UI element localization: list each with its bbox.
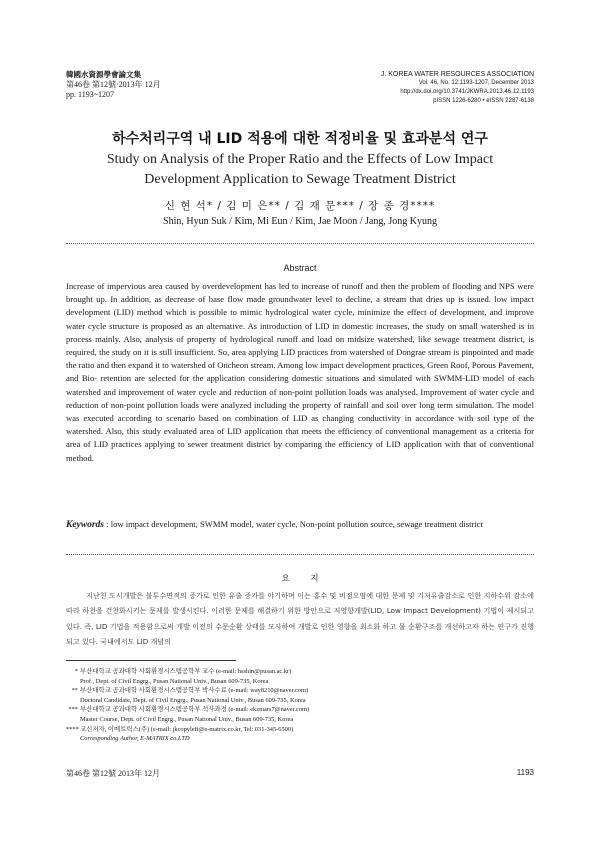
footer-volume: 第46卷 第12號 2013年 12月 — [66, 769, 160, 778]
footnote-line: 부산대학교 공과대학 사회환경시스템공학부 박사수료 (e-mail: way8210@naver.com) — [80, 687, 309, 695]
keywords — [66, 518, 534, 532]
footnote-4-english: Corresponding Author, E-MATRIX co.LTD — [80, 735, 190, 743]
title-english-line2: Development Application to Sewage Treatment District — [144, 172, 456, 187]
footnote-mark: * — [74, 668, 78, 675]
page-range: pp. 1193~1207 — [66, 90, 115, 99]
keywords-label: Keywords — [66, 520, 104, 530]
volume-issue: 第46卷 第12號·2013年 12月 — [66, 80, 161, 89]
footnote-1-english: Prof., Dept. of Civil Engrg., Pusan National Univ., Busan 609-735, Korea — [80, 677, 269, 685]
korean-summary-heading: 요 지 — [281, 574, 319, 584]
footnote-rule — [66, 660, 236, 661]
footnote-3 — [66, 705, 506, 715]
footnote-line: 교신저자, 이메트릭스(주) (e-mail: jkcopyleft@e-matrix.co.kr, Tel: 031-345-6500) — [80, 725, 294, 733]
title-english — [0, 150, 600, 190]
footnote-1 — [66, 667, 506, 677]
footnote-mark: **** — [66, 725, 79, 733]
journal-header-right — [381, 70, 534, 106]
footnote-2-english: Doctoral Candidate, Dept. of Civil Engrg., Pusan National Univ., Busan 609-735, Korea — [80, 696, 306, 704]
journal-name-hanja: 韓國水資源學會論文集 — [66, 70, 141, 79]
footnote-mark: ** — [71, 687, 78, 695]
footnote-3-english: Master Course, Dept. of Civil Engrg., Pusan National Univ., Busan 609-735, Korea — [80, 715, 294, 723]
footnote-2 — [66, 686, 506, 696]
issn: pISSN 1226-6280 • eISSN 2287-6138 — [433, 98, 534, 104]
footnotes — [66, 667, 506, 744]
doi-link[interactable]: http://dx.doi.org/10.3741/JKWRA.2013.46.12.1193 — [400, 89, 534, 95]
authors-korean: 신 현 석* / 김 미 은** / 김 재 문*** / 장 종 경**** — [164, 200, 436, 212]
volume-info: Vol. 46, No. 12:1193-1207, December 2013 — [418, 80, 534, 86]
divider-top — [66, 243, 534, 244]
keywords-text: low impact development, SWMM model, water cycle, Non-point pollution source, sewage treatment district — [110, 519, 483, 529]
page-number: 1193 — [516, 768, 534, 777]
title-korean: 하수처리구역 내 LID 적용에 대한 적정비율 및 효과분석 연구 — [112, 131, 488, 147]
footnote-line: 부산대학교 공과대학 사회환경시스템공학부 석사과정 (e-mail: ekzmars7@naver.com) — [80, 706, 310, 714]
journal-header-left — [66, 70, 161, 100]
divider-keywords — [66, 554, 534, 555]
korean-summary-text: 지난친 도시개발은 불투수면적의 증가로 인한 유출 증가를 야기하며 이는 홍수 및 비점오염에 대한 문제 및 기저유출감소로 인한 지하수위 감소에 따라 하천을 건천화시키는 문제를 발생시킨다. 이러한 문제를 해결하기 위한 방안으로 저영향개발(LID, Low Impact Development) 기법이 제시되고 있다. 즉, LID 기법을 적용함으로써 개발 이전의 수문순환 상태를 모사하여 개발로 인한 영향을 최소화 하고 물 순환구조를 개선하고자 하는 연구가 진행되고 있다. 국내에서도 LID 개념의 — [66, 591, 534, 647]
title-english-line1: Study on Analysis of the Proper Ratio and the Effects of Low Impact — [106, 152, 494, 167]
footnote-line: 부산대학교 공과대학 사회환경시스템공학부 교수 (e-mail: hsshin@pusan.ac.kr) — [80, 668, 292, 675]
abstract-text: Increase of impervious area caused by overdevelopment has led to increase of runoff and then the problem of flooding and NPS were brought up. In addition, as decrease of base flow made groundwater level to decline, a stream that dries up is issued. low impact development (LID) method which is possible to mimic hydrological water cycle, minimize the effect of development, and improve water cycle structure is proposed as an alternative. As introduction of LID in domestic increases, the study on small watershed is in process mainly. Also, analysis of property of hydrological runoff and load on midsize watershed, like sewage treatment district, is required, the study on it is still insufficient. So, area applying LID practices from watershed of Dongrae stream is pinpointed and made the ratio and then expand it to watershed of Oncheon stream. Among low impact development practices, Green Roof, Porous Pavement, and Bio- retention are selected for the application considering domestic situations and simulated with SWMM-LID model of each watershed and improvement of water cycle and reduction of non-point pollution loads was analysed. Improvement of water cycle and reduction of non-point pollution loads were analyzed including the property of rainfall and soil over long term simulation. The model was executed according to scenario based on combination of LID as changing conductivity in accordance with soil type of the watershed. Also, this study evaluated area of LID application that meets the efficiency of conventional management as a criteria for area of LID practices applying to sewer treatment district by comparing the efficiency of LID application with that of conventional method. — [66, 281, 534, 463]
footnote-mark: *** — [68, 706, 78, 714]
abstract-heading: Abstract — [283, 263, 317, 273]
keywords-separator: : — [104, 519, 111, 529]
footnote-4 — [66, 725, 506, 735]
authors-english: Shin, Hyun Suk / Kim, Mi Eun / Kim, Jae Moon / Jang, Jong Kyung — [163, 216, 437, 227]
journal-name-english: J. KOREA WATER RESOURCES ASSOCIATION — [380, 71, 534, 78]
